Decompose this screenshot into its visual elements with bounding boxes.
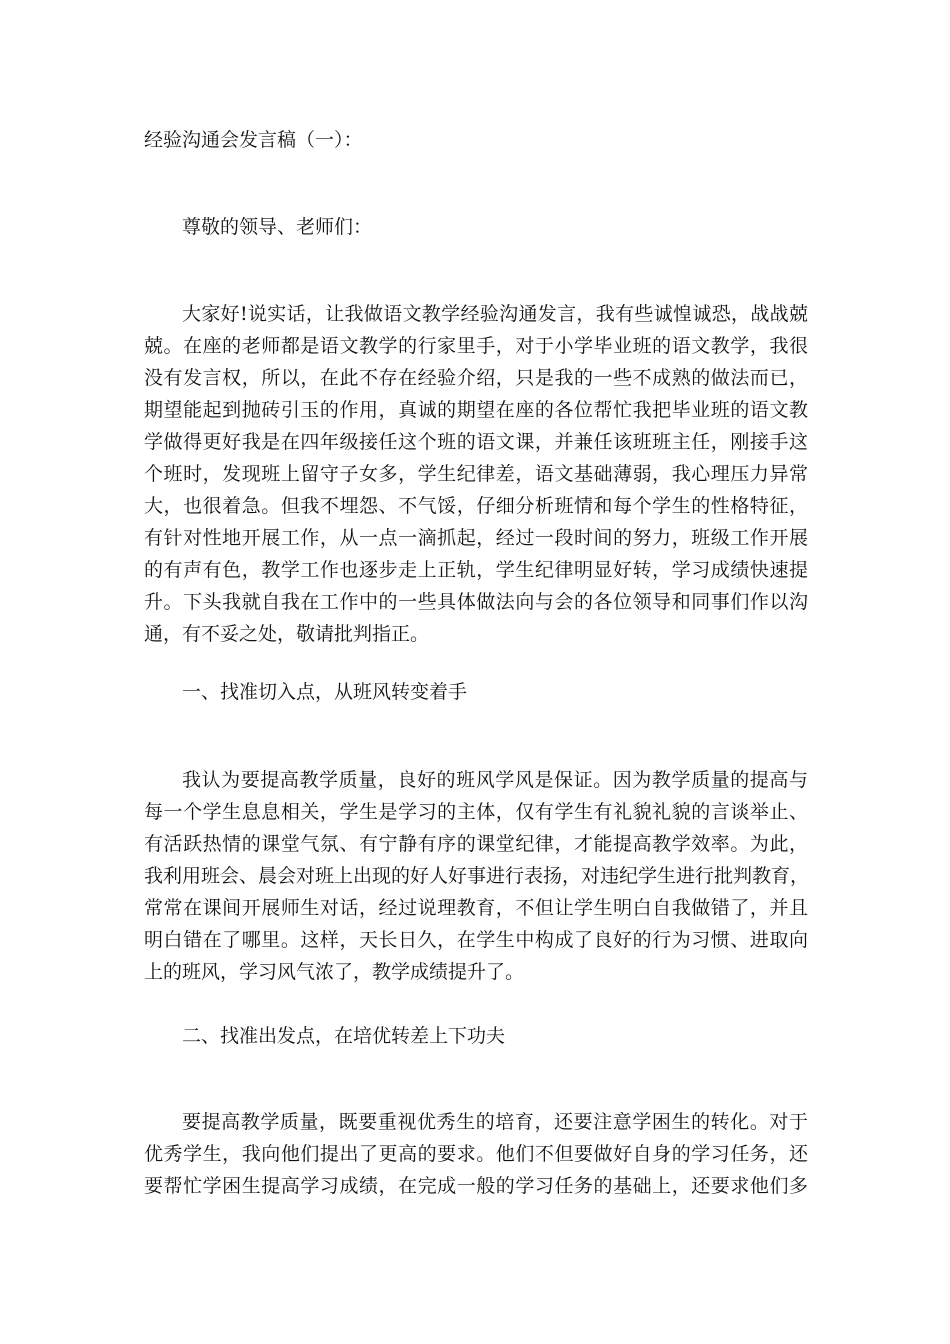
paragraph-line: 的有声有色，教学工作也逐步走上正轨，学生纪律明显好转，学习成绩快速提 (144, 559, 808, 581)
salutation: 尊敬的领导、老师们： (182, 216, 373, 238)
paragraph-line: 没有发言权，所以，在此不存在经验介绍，只是我的一些不成熟的做法而已， (144, 367, 808, 389)
paragraph-line: 每一个学生息息相关，学生是学习的主体，仅有学生有礼貌礼貌的言谈举止、 (144, 801, 808, 823)
paragraph-students (144, 1106, 808, 1202)
paragraph-opening (144, 298, 808, 650)
paragraph-line: 明白错在了哪里。这样，天长日久，在学生中构成了良好的行为习惯、进取向 (144, 929, 808, 951)
document-title: 经验沟通会发言稿（一）： (144, 129, 363, 151)
paragraph-line: 常常在课间开展师生对话，经过说理教育，不但让学生明白自我做错了，并且 (144, 897, 808, 919)
paragraph-line: 升。下头我就自我在工作中的一些具体做法向与会的各位领导和同事们作以沟 (144, 591, 808, 613)
paragraph-line: 期望能起到抛砖引玉的作用，真诚的期望在座的各位帮忙我把毕业班的语文教 (144, 399, 808, 421)
paragraph-line: 兢。在座的老师都是语文教学的行家里手，对于小学毕业班的语文教学，我很 (144, 335, 808, 357)
paragraph-line: 要帮忙学困生提高学习成绩，在完成一般的学习任务的基础上，还要求他们多 (144, 1175, 808, 1197)
paragraph-line: 大，也很着急。但我不埋怨、不气馁，仔细分析班情和每个学生的性格特征， (144, 495, 808, 517)
paragraph-line: 上的班风，学习风气浓了，教学成绩提升了。 (144, 961, 525, 983)
paragraph-line: 通，有不妥之处，敬请批判指正。 (144, 623, 430, 645)
paragraph-line: 有针对性地开展工作，从一点一滴抓起，经过一段时间的努力，班级工作开展 (144, 527, 808, 549)
paragraph-line: 我认为要提高教学质量，良好的班风学风是保证。因为教学质量的提高与 (182, 769, 808, 791)
paragraph-line: 学做得更好我是在四年级接任这个班的语文课，并兼任该班班主任，刚接手这 (144, 431, 808, 453)
paragraph-line: 要提高教学质量，既要重视优秀生的培育，还要注意学困生的转化。对于 (182, 1111, 808, 1133)
section-heading-1: 一、找准切入点，从班风转变着手 (182, 681, 468, 703)
paragraph-class-style (144, 764, 808, 988)
paragraph-line: 优秀学生，我向他们提出了更高的要求。他们不但要做好自身的学习任务，还 (144, 1143, 808, 1165)
paragraph-line: 大家好!说实话，让我做语文教学经验沟通发言，我有些诚惶诚恐，战战兢 (182, 303, 808, 325)
section-heading-2: 二、找准出发点，在培优转差上下功夫 (182, 1025, 506, 1047)
paragraph-line: 个班时，发现班上留守子女多，学生纪律差，语文基础薄弱，我心理压力异常 (144, 463, 808, 485)
paragraph-line: 我利用班会、晨会对班上出现的好人好事进行表扬，对违纪学生进行批判教育， (144, 865, 810, 887)
paragraph-line: 有活跃热情的课堂气氛、有宁静有序的课堂纪律，才能提高教学效率。为此， (144, 833, 808, 855)
